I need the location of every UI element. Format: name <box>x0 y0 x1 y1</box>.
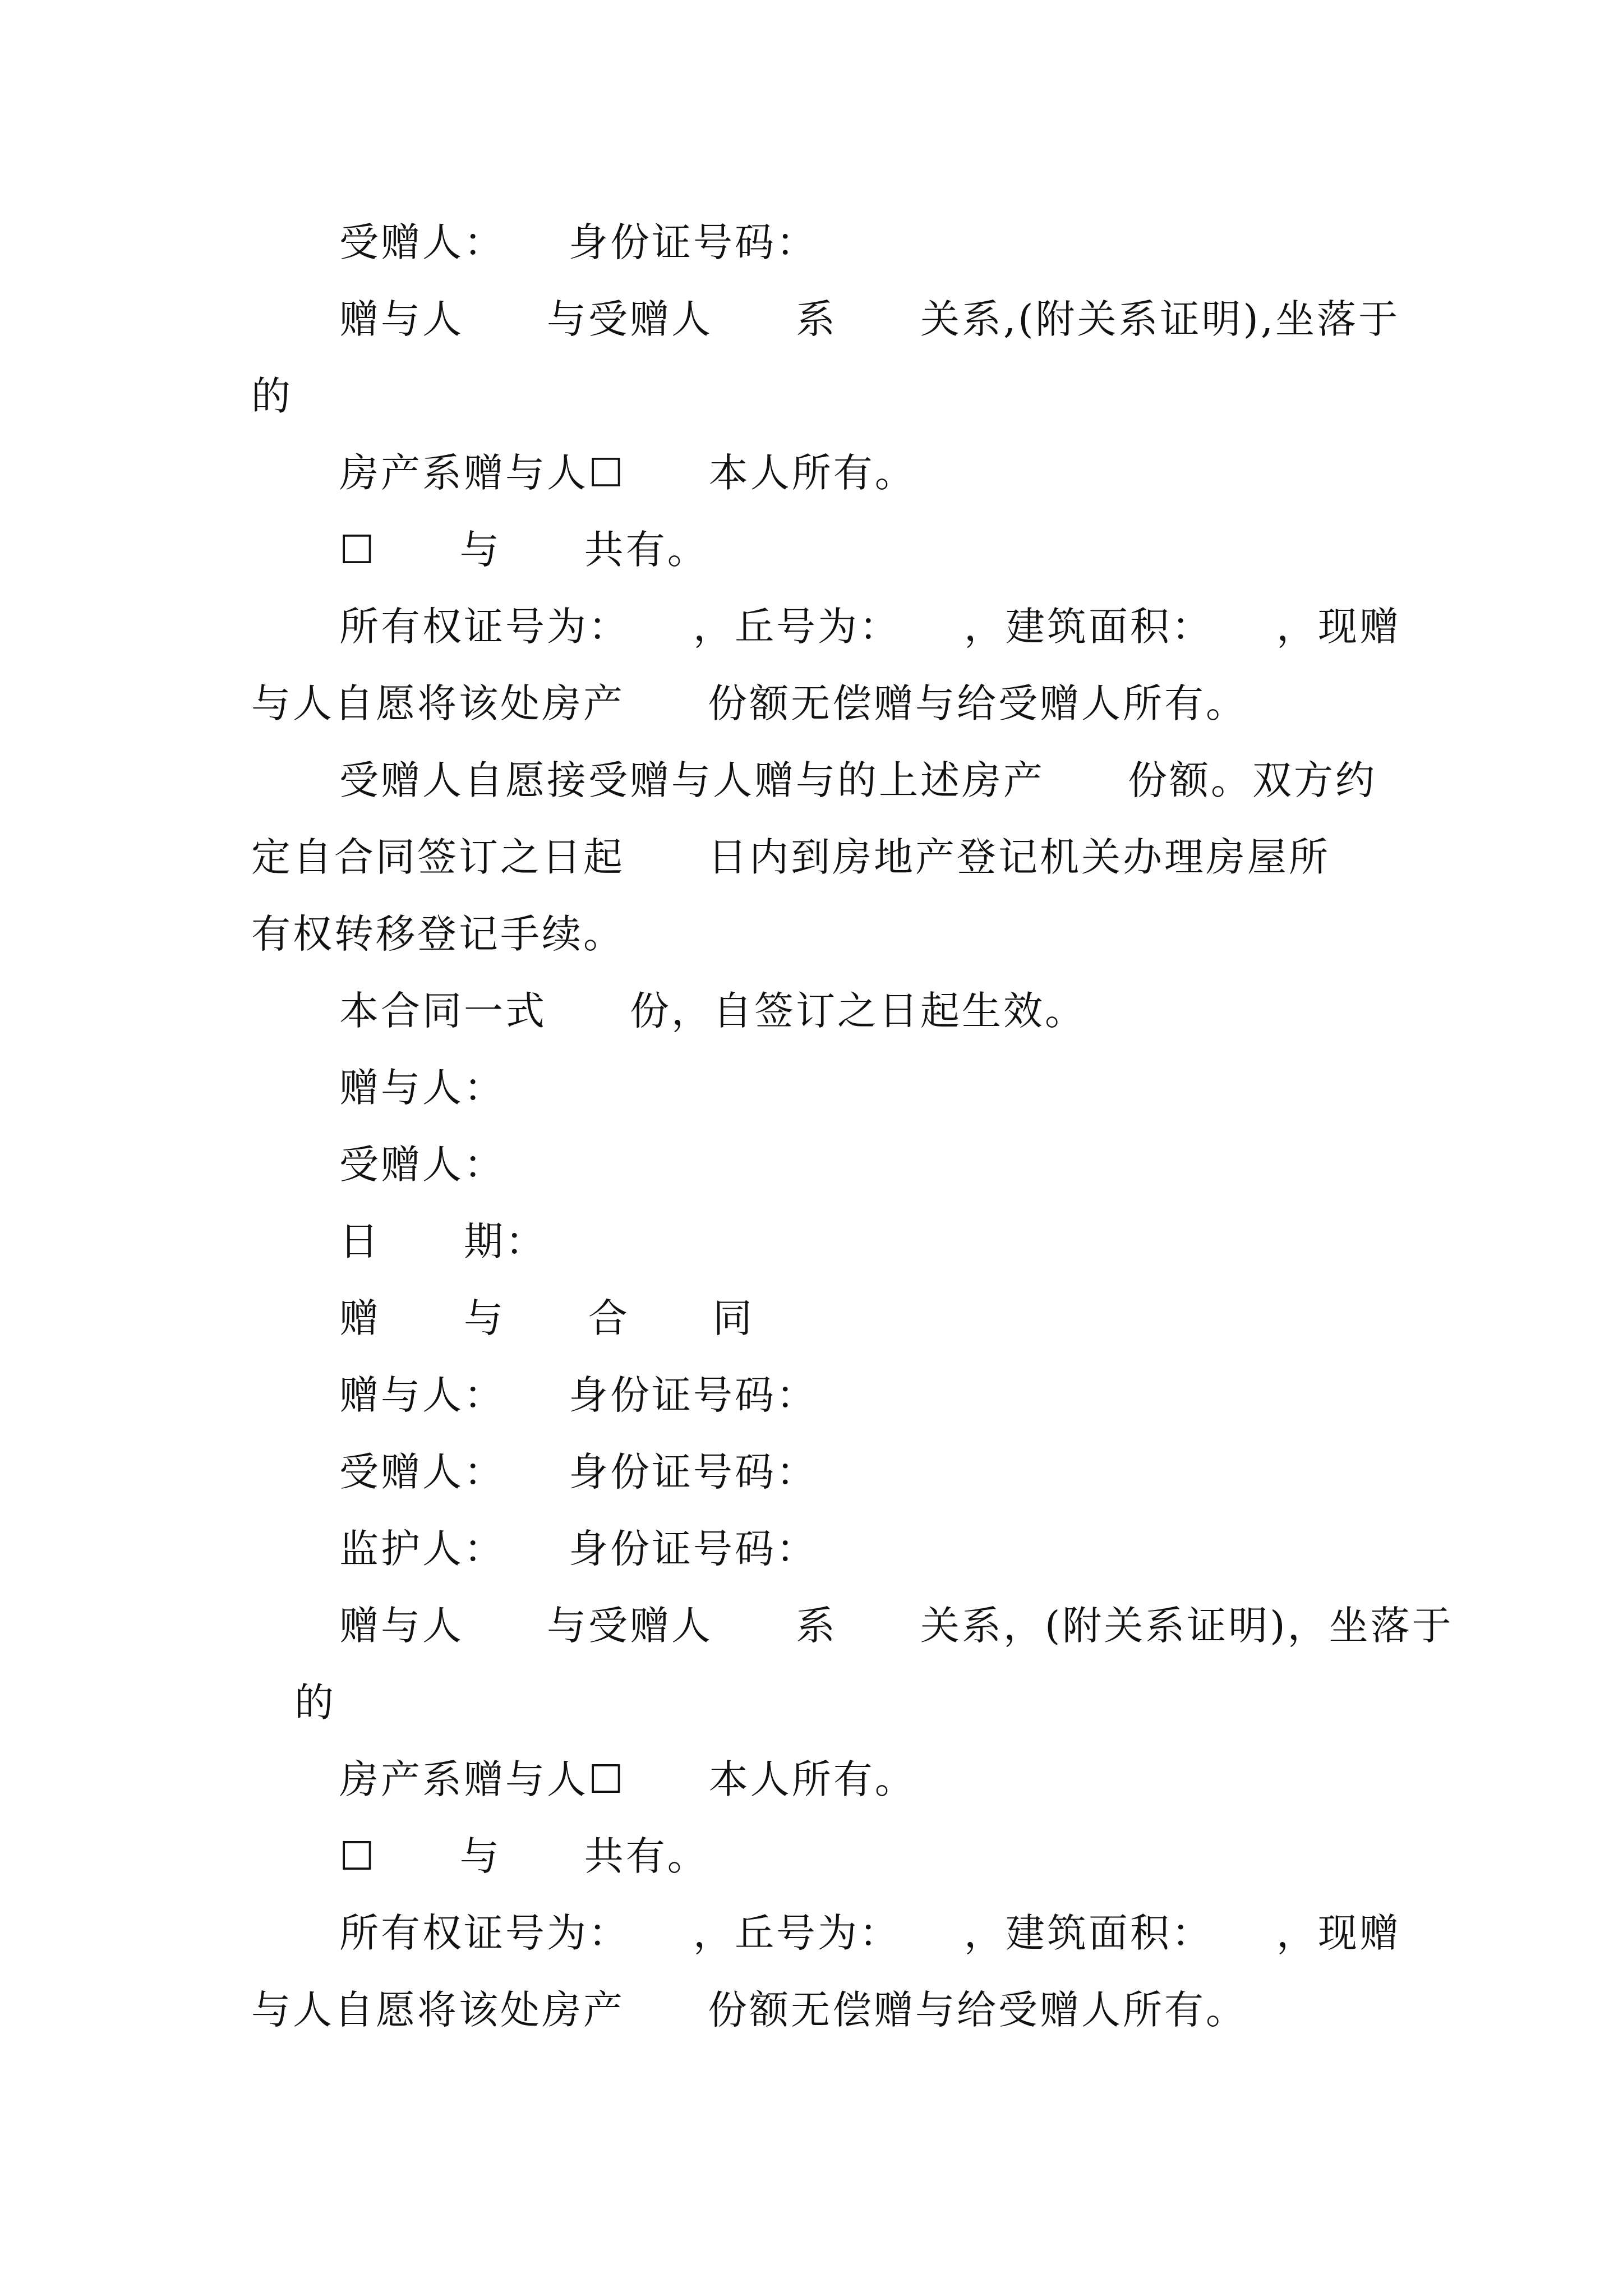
contract-title: 赠 与 合 同 <box>339 1295 754 1341</box>
donee-id-line-2: 受赠人： 身份证号码： <box>339 1449 818 1495</box>
registration-deadline-line: 定自合同签订之日起 日内到房地产登记机关办理房屋所 <box>251 834 1330 880</box>
gift-share-line-2: 与人自愿将该处房产 份额无偿赠与给受赠人所有。 <box>251 1987 1247 2033</box>
relation-location-line-2: 赠与人 与受赠人 系 关系，(附关系证明)，坐落于 <box>339 1603 1454 1649</box>
donee-signature-label: 受赠人： <box>339 1142 505 1188</box>
date-label: 日 期： <box>339 1218 547 1264</box>
location-continuation: 的 <box>251 373 293 419</box>
ownership-joint-line: ☐ 与 共有。 <box>339 527 709 573</box>
copies-effective-line: 本合同一式 份，自签订之日起生效。 <box>339 988 1086 1034</box>
acceptance-line: 受赠人自愿接受赠与人赠与的上述房产 份额。双方约 <box>339 757 1377 803</box>
donee-id-line: 受赠人： 身份证号码： <box>339 219 818 265</box>
guardian-id-line: 监护人： 身份证号码： <box>339 1526 818 1572</box>
certificate-number-line-2: 所有权证号为： ，丘号为： ，建筑面积： ，现赠 <box>339 1910 1401 1956</box>
ownership-joint-line-2: ☐ 与 共有。 <box>339 1833 709 1879</box>
relation-location-line: 赠与人 与受赠人 系 关系,(附关系证明),坐落于 <box>339 296 1400 342</box>
ownership-sole-line: 房产系赠与人☐ 本人所有。 <box>339 450 916 496</box>
certificate-number-line: 所有权证号为： ，丘号为： ，建筑面积： ，现赠 <box>339 604 1401 650</box>
gift-share-line: 与人自愿将该处房产 份额无偿赠与给受赠人所有。 <box>251 680 1247 726</box>
ownership-sole-line-2: 房产系赠与人☐ 本人所有。 <box>339 1756 916 1802</box>
donor-signature-label: 赠与人： <box>339 1065 505 1111</box>
donor-id-line: 赠与人： 身份证号码： <box>339 1372 818 1418</box>
location-continuation-2: 的 <box>294 1680 336 1726</box>
transfer-procedure-line: 有权转移登记手续。 <box>251 911 625 957</box>
